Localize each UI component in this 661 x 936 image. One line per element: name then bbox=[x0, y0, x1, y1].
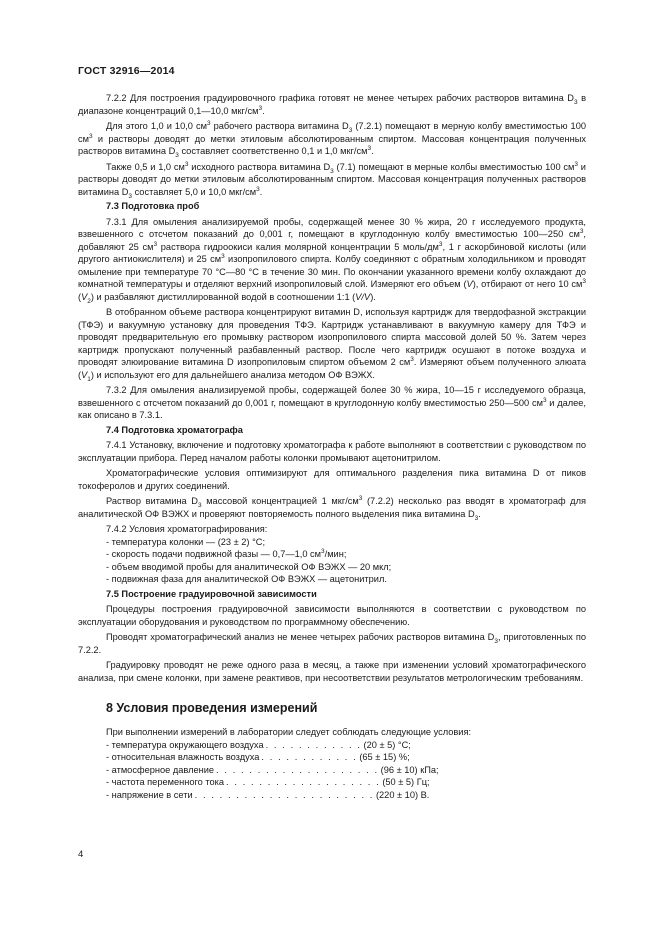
paragraph: 7.4.1 Установку, включение и подготовку хроматографа к работе выполняют в соответствии с руководством по эксплуатации прибора. Перед началом работы колонки промывают ацетонитрилом. bbox=[78, 440, 586, 463]
list-item: - подвижная фаза для аналитической ОФ ВЭЖХ — ацетонитрил. bbox=[106, 574, 387, 584]
paragraph: 7.2.2 Для построения градуировочного графика готовят не менее четырех рабочих растворов витамина $D_3$ в диапазоне концентраций 0,1—10,0 мкг/$см^3$. bbox=[78, 93, 587, 116]
paragraph: Проводят хроматографический анализ не менее четырех рабочих растворов витамина $D_3$, приготовленных по 7.2.2. bbox=[78, 632, 586, 655]
condition-label: - относительная влажность воздуха bbox=[106, 752, 260, 762]
condition-row bbox=[106, 764, 586, 777]
section-8-heading: 8 Условия проведения измерений bbox=[106, 701, 318, 715]
paragraph: 7.3.1 Для омыления анализируемой пробы, содержащей менее 30 % жира, 20 г исследуемого продукта, взвешенного с отсчетом показаний до 0,001 г, помещают в круглодонную колбу вместимостью 100—250 $см^3$, добавляют 25 $см^3$ раствора гидроокиси калия молярной концентрации 5 моль/$дм^3$, 1 г аскорбиновой кислоты (или другого антиокислителя) и 25 $см^3$ изопропилового спирта. Колбу соединяют с обратным холодильником и проводят омыление при температуре 70 °С—80 °С в течение 30 мин. По окончании указанного времени колбу охлаждают до комнатной температуры и отделяют верхний изопропиловый слой. Измеряют его объем (V), отбирают от него 10 $см^3$ $(V_2)$ и разбавляют дистиллированной водой в соотношении 1:1 (V/V). bbox=[78, 216, 587, 305]
condition-leader-dots: . . . . . . . . . . . . . . . . . . . bbox=[226, 777, 381, 787]
condition-label: - напряжение в сети bbox=[106, 789, 193, 800]
condition-leader-dots: . . . . . . . . . . . . bbox=[261, 752, 358, 762]
condition-leader-dots: . . . . . . . . . . . . bbox=[265, 739, 362, 750]
condition-value: (220 ± 10) В. bbox=[375, 789, 430, 800]
condition-row bbox=[106, 776, 586, 789]
paragraph: В отобранном объеме раствора концентрируют витамин D, используя картридж для твердофазной экстракции (ТФЭ) и вакуумную установку для проведения ТФЭ. Картридж устанавливают в вакуумную камеру для ТФЭ и проводят предварительную его промывку раствором изопропилового спирта массовой долей 50 %. Затем через картридж пропускают полученный разбавленный раствор. После чего картридж осушают в потоке воздуха и проводят элюирование витамина D изопропиловым спиртом объемом 2 $см^3$. Измеряют объем полученного элюата $(V_1)$ и используют его для дальнейшего анализа методом ОФ ВЭЖХ. bbox=[78, 307, 586, 383]
condition-value: (96 ± 10) кПа; bbox=[380, 764, 439, 775]
condition-row bbox=[106, 739, 586, 752]
paragraph: Для этого 1,0 и 10,0 $см^3$ рабочего раствора витамина $D_3$ (7.2.1) помещают в мерную колбу вместимостью 100 $см^3$ и растворы доводят до метки этиловым абсолютированным спиртом. Массовая концентрация полученных растворов витамина $D_3$ составляет соответственно 0,1 и 1,0 мкг/$см^3$. bbox=[78, 119, 586, 159]
paragraph: Процедуры построения градуировочной зависимости выполняются в соответствии с руководством по эксплуатации оборудования и руководством по программному обеспечению. bbox=[78, 604, 586, 627]
conditions-list bbox=[78, 739, 586, 802]
paragraph: Раствор витамина $D_3$ массовой концентрацией 1 мкг/$см^3$ (7.2.2) несколько раз вводят в хроматограф для аналитической ОФ ВЭЖХ и проверяют повторяемость полного выделения пика витамина $D_3$. bbox=[78, 494, 586, 522]
document-body bbox=[78, 92, 586, 801]
list-item: - температура колонки — (23 ± 2) °С; bbox=[106, 536, 266, 547]
subsection-heading: 7.3 Подготовка проб bbox=[106, 201, 200, 211]
condition-row bbox=[106, 751, 586, 764]
list-item: - скорость подачи подвижной фазы — 0,7—1,0 $см^3$/мин; bbox=[106, 547, 347, 559]
condition-label: - частота переменного тока bbox=[106, 777, 225, 787]
condition-value: (65 ± 15) %; bbox=[359, 752, 410, 762]
list-item: - объем вводимой пробы для аналитической ОФ ВЭЖХ — 20 мкл; bbox=[106, 561, 392, 572]
condition-value: (20 ± 5) °С; bbox=[363, 739, 411, 750]
condition-label: - атмосферное давление bbox=[106, 764, 215, 775]
sections-7 bbox=[78, 92, 586, 684]
paragraph: Также 0,5 и 1,0 $см^3$ исходного раствора витамина $D_3$ (7.1) помещают в мерные колбы вместимостью 100 $см^3$ и растворы доводят до метки этиловым абсолютированным спиртом. Массовая концентрация полученных растворов витамина $D_3$ составляет 5,0 и 10,0 мкг/$см^3$. bbox=[78, 160, 586, 200]
section-8-intro: При выполнении измерений в лаборатории следует соблюдать следующие условия: bbox=[106, 727, 472, 737]
document-header: ГОСТ 32916—2014 bbox=[78, 65, 175, 77]
paragraph: 7.3.2 Для омыления анализируемой пробы, содержащей более 30 % жира, 10—15 г исследуемого образца, взвешенного с отсчетом показаний до 0,001 г, помещают в круглодонную колбу вместимостью 250—500 $см^3$ и далее, как описано в 7.3.1. bbox=[78, 385, 586, 420]
condition-row bbox=[106, 789, 586, 802]
paragraph: Градуировку проводят не реже одного раза в месяц, а также при изменении условий хроматографического анализа, при смене колонки, при замене реактивов, при несоответствии результатов метрологическим требованиям. bbox=[78, 660, 586, 683]
paragraph: 7.4.2 Условия хроматографирования: bbox=[106, 524, 268, 534]
condition-label: - температура окружающего воздуха bbox=[106, 739, 264, 750]
subsection-heading: 7.5 Построение градуировочной зависимости bbox=[106, 588, 317, 599]
condition-value: (50 ± 5) Гц; bbox=[382, 777, 430, 787]
page-number: 4 bbox=[78, 849, 84, 860]
subsection-heading: 7.4 Подготовка хроматографа bbox=[106, 424, 243, 435]
condition-leader-dots: . . . . . . . . . . . . . . . . . . . . . . bbox=[194, 789, 374, 800]
paragraph: Хроматографические условия оптимизируют для оптимального разделения пика витамина D от пиков токоферолов и других соединений. bbox=[78, 468, 586, 491]
condition-leader-dots: . . . . . . . . . . . . . . . . . . . . bbox=[216, 764, 379, 775]
